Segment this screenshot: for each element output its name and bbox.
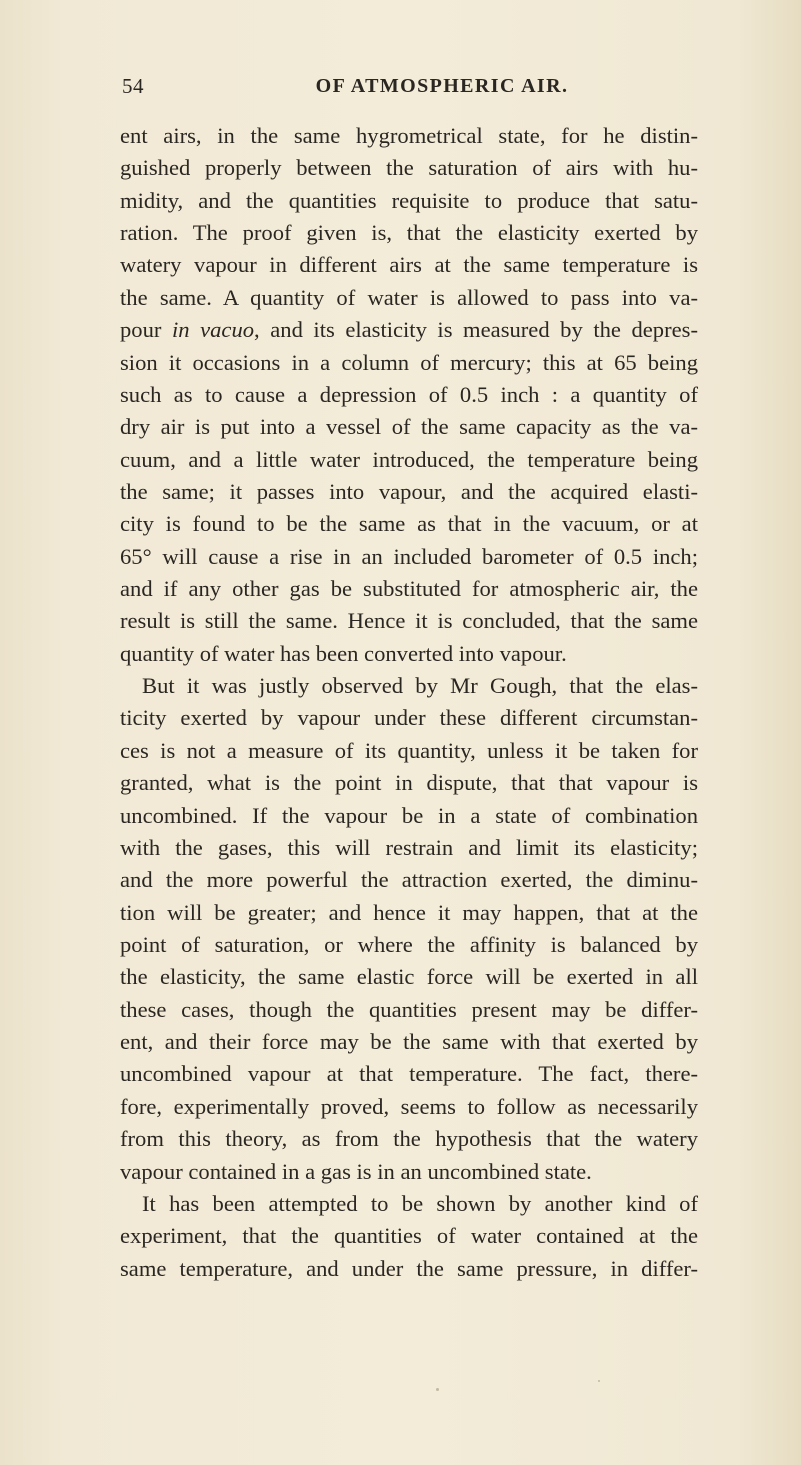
body-text (120, 120, 698, 1285)
text-line: experiment, that the quantities of water contained at the (120, 1223, 698, 1249)
paper-speck (436, 1388, 439, 1391)
text-line: and if any other gas be substituted for atmospheric air, the (120, 576, 698, 602)
page-header (122, 74, 682, 114)
text-line: same temperature, and under the same pressure, in differ- (120, 1255, 698, 1281)
text-line: the same; it passes into vapour, and the acquired elasti- (120, 478, 698, 504)
text-line: uncombined. If the vapour be in a state of combination (120, 802, 698, 828)
running-head: OF ATMOSPHERIC AIR. (315, 75, 569, 97)
text-line: point of saturation, or where the affinity is balanced by (120, 931, 698, 957)
text-line: midity, and the quantities requisite to produce that satu- (120, 187, 698, 213)
text-segment: pour (120, 317, 172, 343)
text-segment: , and its elasticity is measured by the depres- (254, 317, 698, 343)
text-line: ration. The proof given is, that the elasticity exerted by (120, 220, 698, 246)
text-line: city is found to be the same as that in the vacuum, or at (120, 511, 698, 537)
text-line: from this theory, as from the hypothesis that the watery (120, 1126, 698, 1152)
text-line: ent, and their force may be the same with that exerted by (120, 1029, 698, 1055)
text-line: ticity exerted by vapour under these different circumstan- (120, 705, 698, 731)
text-line: tion will be greater; and hence it may happen, that at the (120, 899, 698, 925)
text-line: the elasticity, the same elastic force will be exerted in all (120, 964, 698, 990)
text-line: with the gases, this will restrain and limit its elasticity; (120, 834, 698, 860)
paper-speck (598, 1380, 600, 1382)
text-line: cuum, and a little water introduced, the temperature being (120, 446, 698, 472)
text-line: these cases, though the quantities present may be differ- (120, 996, 698, 1022)
italic-phrase: in vacuo (171, 317, 255, 343)
text-line (120, 314, 698, 346)
text-line: ces is not a measure of its quantity, unless it be taken for (120, 737, 698, 763)
paragraph-start-line: But it was justly observed by Mr Gough, that the elas- (142, 673, 698, 699)
text-line: watery vapour in different airs at the same temperature is (120, 252, 698, 278)
text-line: and the more powerful the attraction exerted, the diminu- (120, 867, 698, 893)
paragraph-start-line: It has been attempted to be shown by another kind of (142, 1190, 698, 1216)
paragraph-end-line: vapour contained in a gas is in an uncombined state. (120, 1158, 592, 1184)
paragraph-end-line: quantity of water has been converted into vapour. (120, 640, 567, 666)
text-line: guished properly between the saturation of airs with hu- (120, 155, 698, 181)
text-line: sion it occasions in a column of mercury; this at 65 being (120, 349, 698, 375)
text-line: uncombined vapour at that temperature. The fact, there- (120, 1061, 698, 1087)
text-line: granted, what is the point in dispute, that that vapour is (120, 770, 698, 796)
text-line: 65° will cause a rise in an included barometer of 0.5 inch; (120, 543, 698, 569)
text-line: fore, experimentally proved, seems to follow as necessarily (120, 1093, 698, 1119)
text-line: ent airs, in the same hygrometrical state, for he distin- (120, 123, 698, 148)
text-line: result is still the same. Hence it is concluded, that the same (120, 608, 698, 634)
text-line: dry air is put into a vessel of the same capacity as the va- (120, 414, 698, 440)
text-line: such as to cause a depression of 0.5 inch : a quantity of (120, 381, 698, 407)
page-number: 54 (122, 74, 144, 98)
text-line: the same. A quantity of water is allowed to pass into va- (120, 284, 698, 310)
